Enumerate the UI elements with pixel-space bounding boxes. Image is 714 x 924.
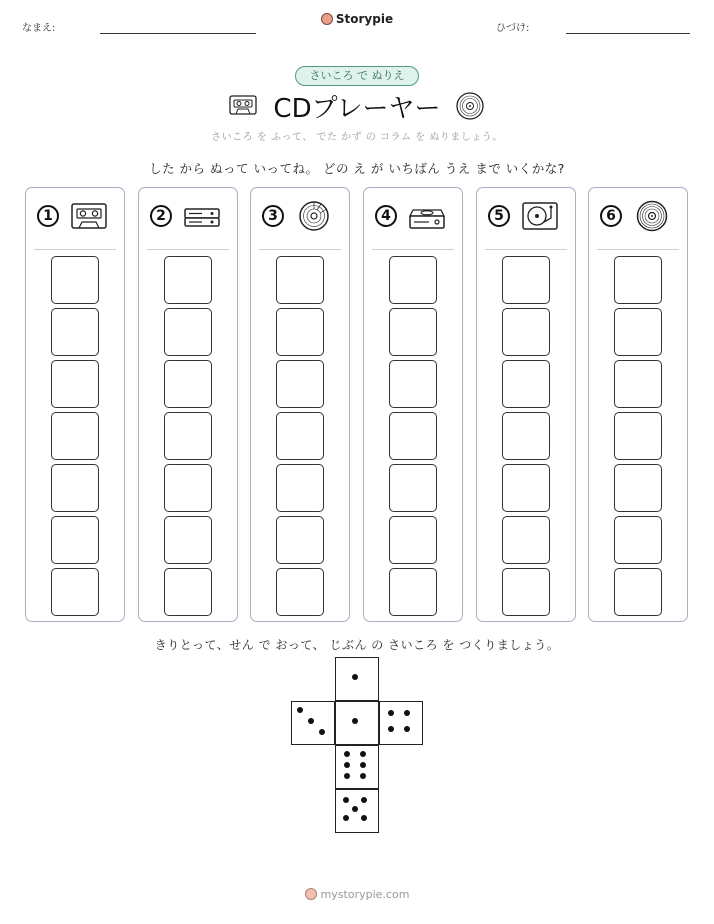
coloring-cell[interactable] — [164, 412, 212, 460]
dice-face-bottom — [335, 789, 379, 833]
dice-face-top — [335, 657, 379, 701]
coloring-cell[interactable] — [502, 568, 550, 616]
column-divider — [485, 249, 567, 250]
dice-pip — [404, 710, 410, 716]
vinyl-record-icon — [632, 200, 672, 232]
dice-pip — [319, 729, 325, 735]
coloring-cell[interactable] — [389, 516, 437, 564]
coloring-cell[interactable] — [502, 256, 550, 304]
coloring-cell[interactable] — [614, 516, 662, 564]
dice-pip — [352, 718, 358, 724]
coloring-cell[interactable] — [276, 256, 324, 304]
coloring-cell[interactable] — [614, 568, 662, 616]
dice-face-center — [335, 701, 379, 745]
column-divider — [372, 249, 454, 250]
coloring-cell[interactable] — [276, 516, 324, 564]
dice-pip — [361, 815, 367, 821]
coloring-cell[interactable] — [389, 308, 437, 356]
cd-disc-icon — [294, 200, 334, 232]
column-4 — [363, 187, 463, 622]
coloring-cell[interactable] — [276, 308, 324, 356]
column-5 — [476, 187, 576, 622]
dice-pip — [404, 726, 410, 732]
coloring-cell[interactable] — [164, 464, 212, 512]
column-divider — [147, 249, 229, 250]
date-label: ひづけ: — [496, 23, 530, 34]
dice-pip — [343, 797, 349, 803]
column-divider — [259, 249, 341, 250]
column-number: 4 — [375, 205, 397, 227]
dice-face-right — [379, 701, 423, 745]
date-line[interactable] — [566, 33, 690, 34]
coloring-cell[interactable] — [389, 360, 437, 408]
turntable-icon — [520, 200, 560, 232]
column-number: 1 — [37, 205, 59, 227]
coloring-cell[interactable] — [51, 412, 99, 460]
coloring-cell[interactable] — [389, 464, 437, 512]
name-label: なまえ: — [22, 23, 56, 34]
vinyl-record-icon — [456, 92, 484, 120]
coloring-cell[interactable] — [502, 464, 550, 512]
name-line[interactable] — [100, 33, 256, 34]
coloring-cell[interactable] — [276, 568, 324, 616]
footer-url: mystorypie.com — [320, 888, 410, 901]
coloring-cell[interactable] — [164, 360, 212, 408]
column-3 — [250, 187, 350, 622]
stereo-receiver-icon — [182, 200, 222, 232]
coloring-cell[interactable] — [164, 516, 212, 564]
coloring-cell[interactable] — [51, 256, 99, 304]
coloring-cell[interactable] — [389, 412, 437, 460]
dice-pip — [360, 751, 366, 757]
footer — [0, 888, 714, 901]
coloring-cell[interactable] — [502, 360, 550, 408]
dice-pip — [344, 762, 350, 768]
coloring-cell[interactable] — [389, 256, 437, 304]
coloring-cell[interactable] — [51, 360, 99, 408]
coloring-cell[interactable] — [614, 412, 662, 460]
column-6 — [588, 187, 688, 622]
coloring-cell[interactable] — [614, 308, 662, 356]
bear-logo-icon — [321, 13, 333, 25]
cut-instruction: きりとって、せん で おって、 じぶん の さいころ を つくりましょう。 — [154, 638, 560, 652]
dice-pip — [308, 718, 314, 724]
dice-pip — [344, 751, 350, 757]
coloring-cell[interactable] — [164, 568, 212, 616]
coloring-cell[interactable] — [51, 464, 99, 512]
column-number: 2 — [150, 205, 172, 227]
dice-pip — [388, 710, 394, 716]
dice-pip — [343, 815, 349, 821]
coloring-cell[interactable] — [276, 464, 324, 512]
cd-player-icon — [407, 200, 447, 232]
column-number: 6 — [600, 205, 622, 227]
subtitle: さいころ を ふって、 でた かず の コラム を ぬりましょう。 — [211, 132, 503, 143]
dice-face-left — [291, 701, 335, 745]
dice-pip — [352, 806, 358, 812]
dice-pip — [344, 773, 350, 779]
coloring-cell[interactable] — [502, 516, 550, 564]
column-2 — [138, 187, 238, 622]
dice-pip — [388, 726, 394, 732]
theme-badge: さいころ で ぬりえ — [295, 66, 419, 86]
coloring-cell[interactable] — [276, 360, 324, 408]
coloring-cell[interactable] — [614, 360, 662, 408]
coloring-cell[interactable] — [614, 256, 662, 304]
coloring-cell[interactable] — [389, 568, 437, 616]
dice-pip — [297, 707, 303, 713]
coloring-cell[interactable] — [614, 464, 662, 512]
dice-pip — [360, 773, 366, 779]
coloring-cell[interactable] — [51, 308, 99, 356]
dice-pip — [352, 674, 358, 680]
column-divider — [34, 249, 116, 250]
column-number: 3 — [262, 205, 284, 227]
cassette-tape-icon — [69, 200, 109, 232]
column-1 — [25, 187, 125, 622]
bear-logo-icon — [305, 888, 317, 900]
column-number: 5 — [488, 205, 510, 227]
dice-face-lower — [335, 745, 379, 789]
brand-name: Storypie — [335, 12, 394, 26]
brand-logo — [0, 12, 714, 26]
coloring-cell[interactable] — [51, 568, 99, 616]
instruction: した から ぬって いってね。 どの え が いちばん うえ まで いくかな? — [149, 161, 565, 176]
coloring-cell[interactable] — [51, 516, 99, 564]
dice-pip — [361, 797, 367, 803]
column-divider — [597, 249, 679, 250]
coloring-cell[interactable] — [276, 412, 324, 460]
dice-pip — [360, 762, 366, 768]
coloring-cell[interactable] — [502, 412, 550, 460]
coloring-cell[interactable] — [502, 308, 550, 356]
coloring-cell[interactable] — [164, 308, 212, 356]
coloring-cell[interactable] — [164, 256, 212, 304]
page-title: CDプレーヤー — [273, 94, 441, 124]
